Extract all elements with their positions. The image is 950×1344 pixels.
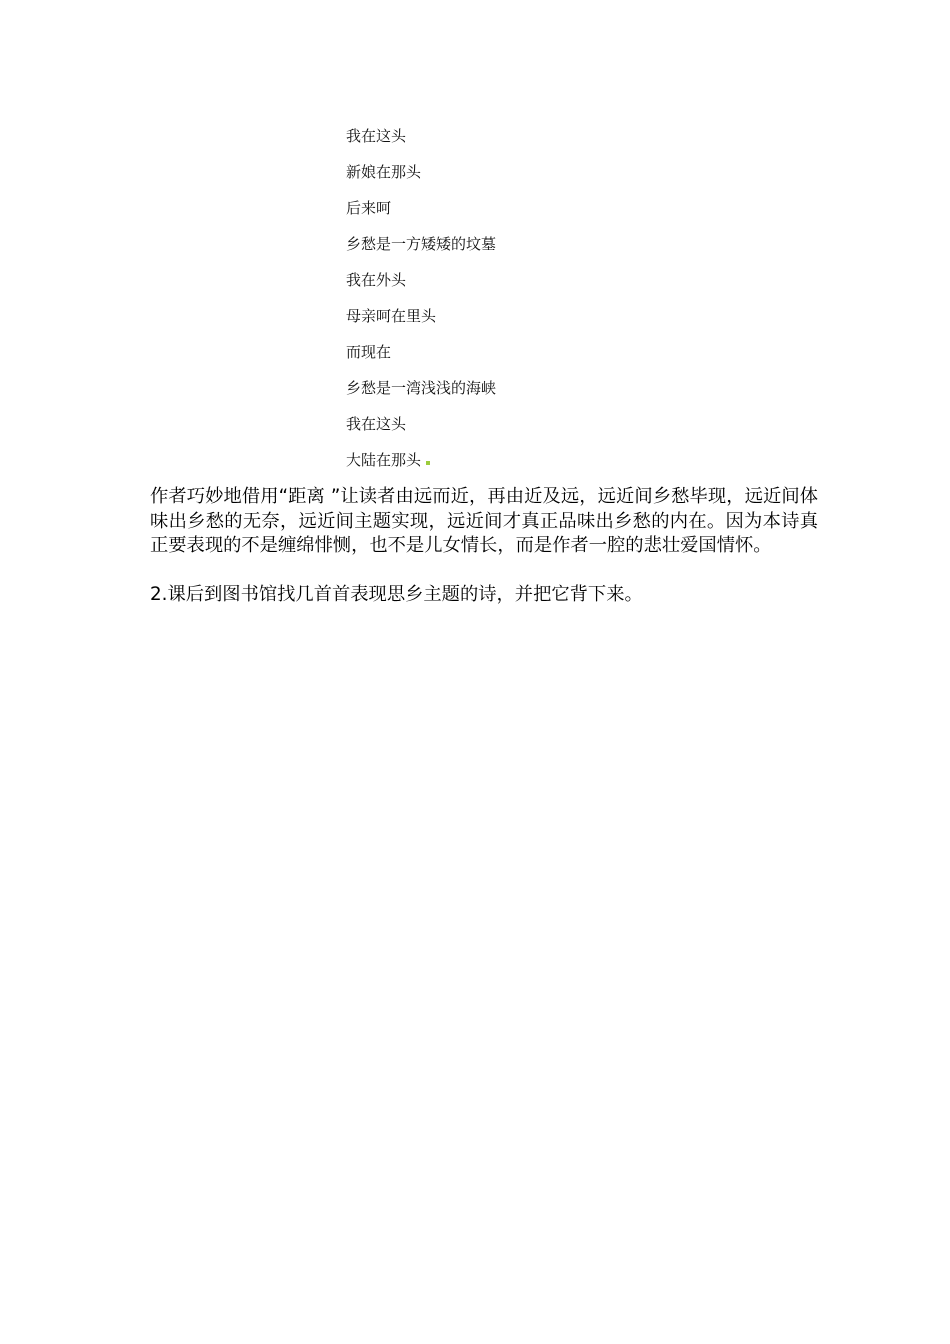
poem-line: 我在外头 bbox=[346, 271, 407, 289]
poem-line: 而现在 bbox=[346, 343, 392, 361]
poem-line: 乡愁是一湾浅浅的海峡 bbox=[346, 379, 497, 397]
homework-task: 2.课后到图书馆找几首首表现思乡主题的诗，并把它背下来。 bbox=[150, 584, 643, 605]
poem-line: 后来呵 bbox=[346, 199, 392, 217]
poem-line: 我在这头 bbox=[346, 127, 407, 145]
poem-line: 我在这头 bbox=[346, 415, 407, 433]
poem-stanza bbox=[346, 124, 496, 484]
poem-line-last: 大陆在那头 bbox=[346, 448, 496, 484]
poem-line: 乡愁是一方矮矮的坟墓 bbox=[346, 235, 497, 253]
poem-line: 新娘在那头 bbox=[346, 163, 422, 181]
trailing-mark-icon bbox=[426, 461, 430, 465]
poem-line: 母亲呵在里头 bbox=[346, 307, 437, 325]
analysis-paragraph: 作者巧妙地借用“距离 ”让读者由远而近，再由近及远，远近间乡愁毕现，远近间体味出乡愁的无奈，远近间主题实现，远近间才真正品味出乡愁的内在。因为本诗真正要表现的不是缠绵悱恻，也不是儿女情长，而是作者一腔的悲壮爱国情怀。 bbox=[150, 486, 818, 556]
